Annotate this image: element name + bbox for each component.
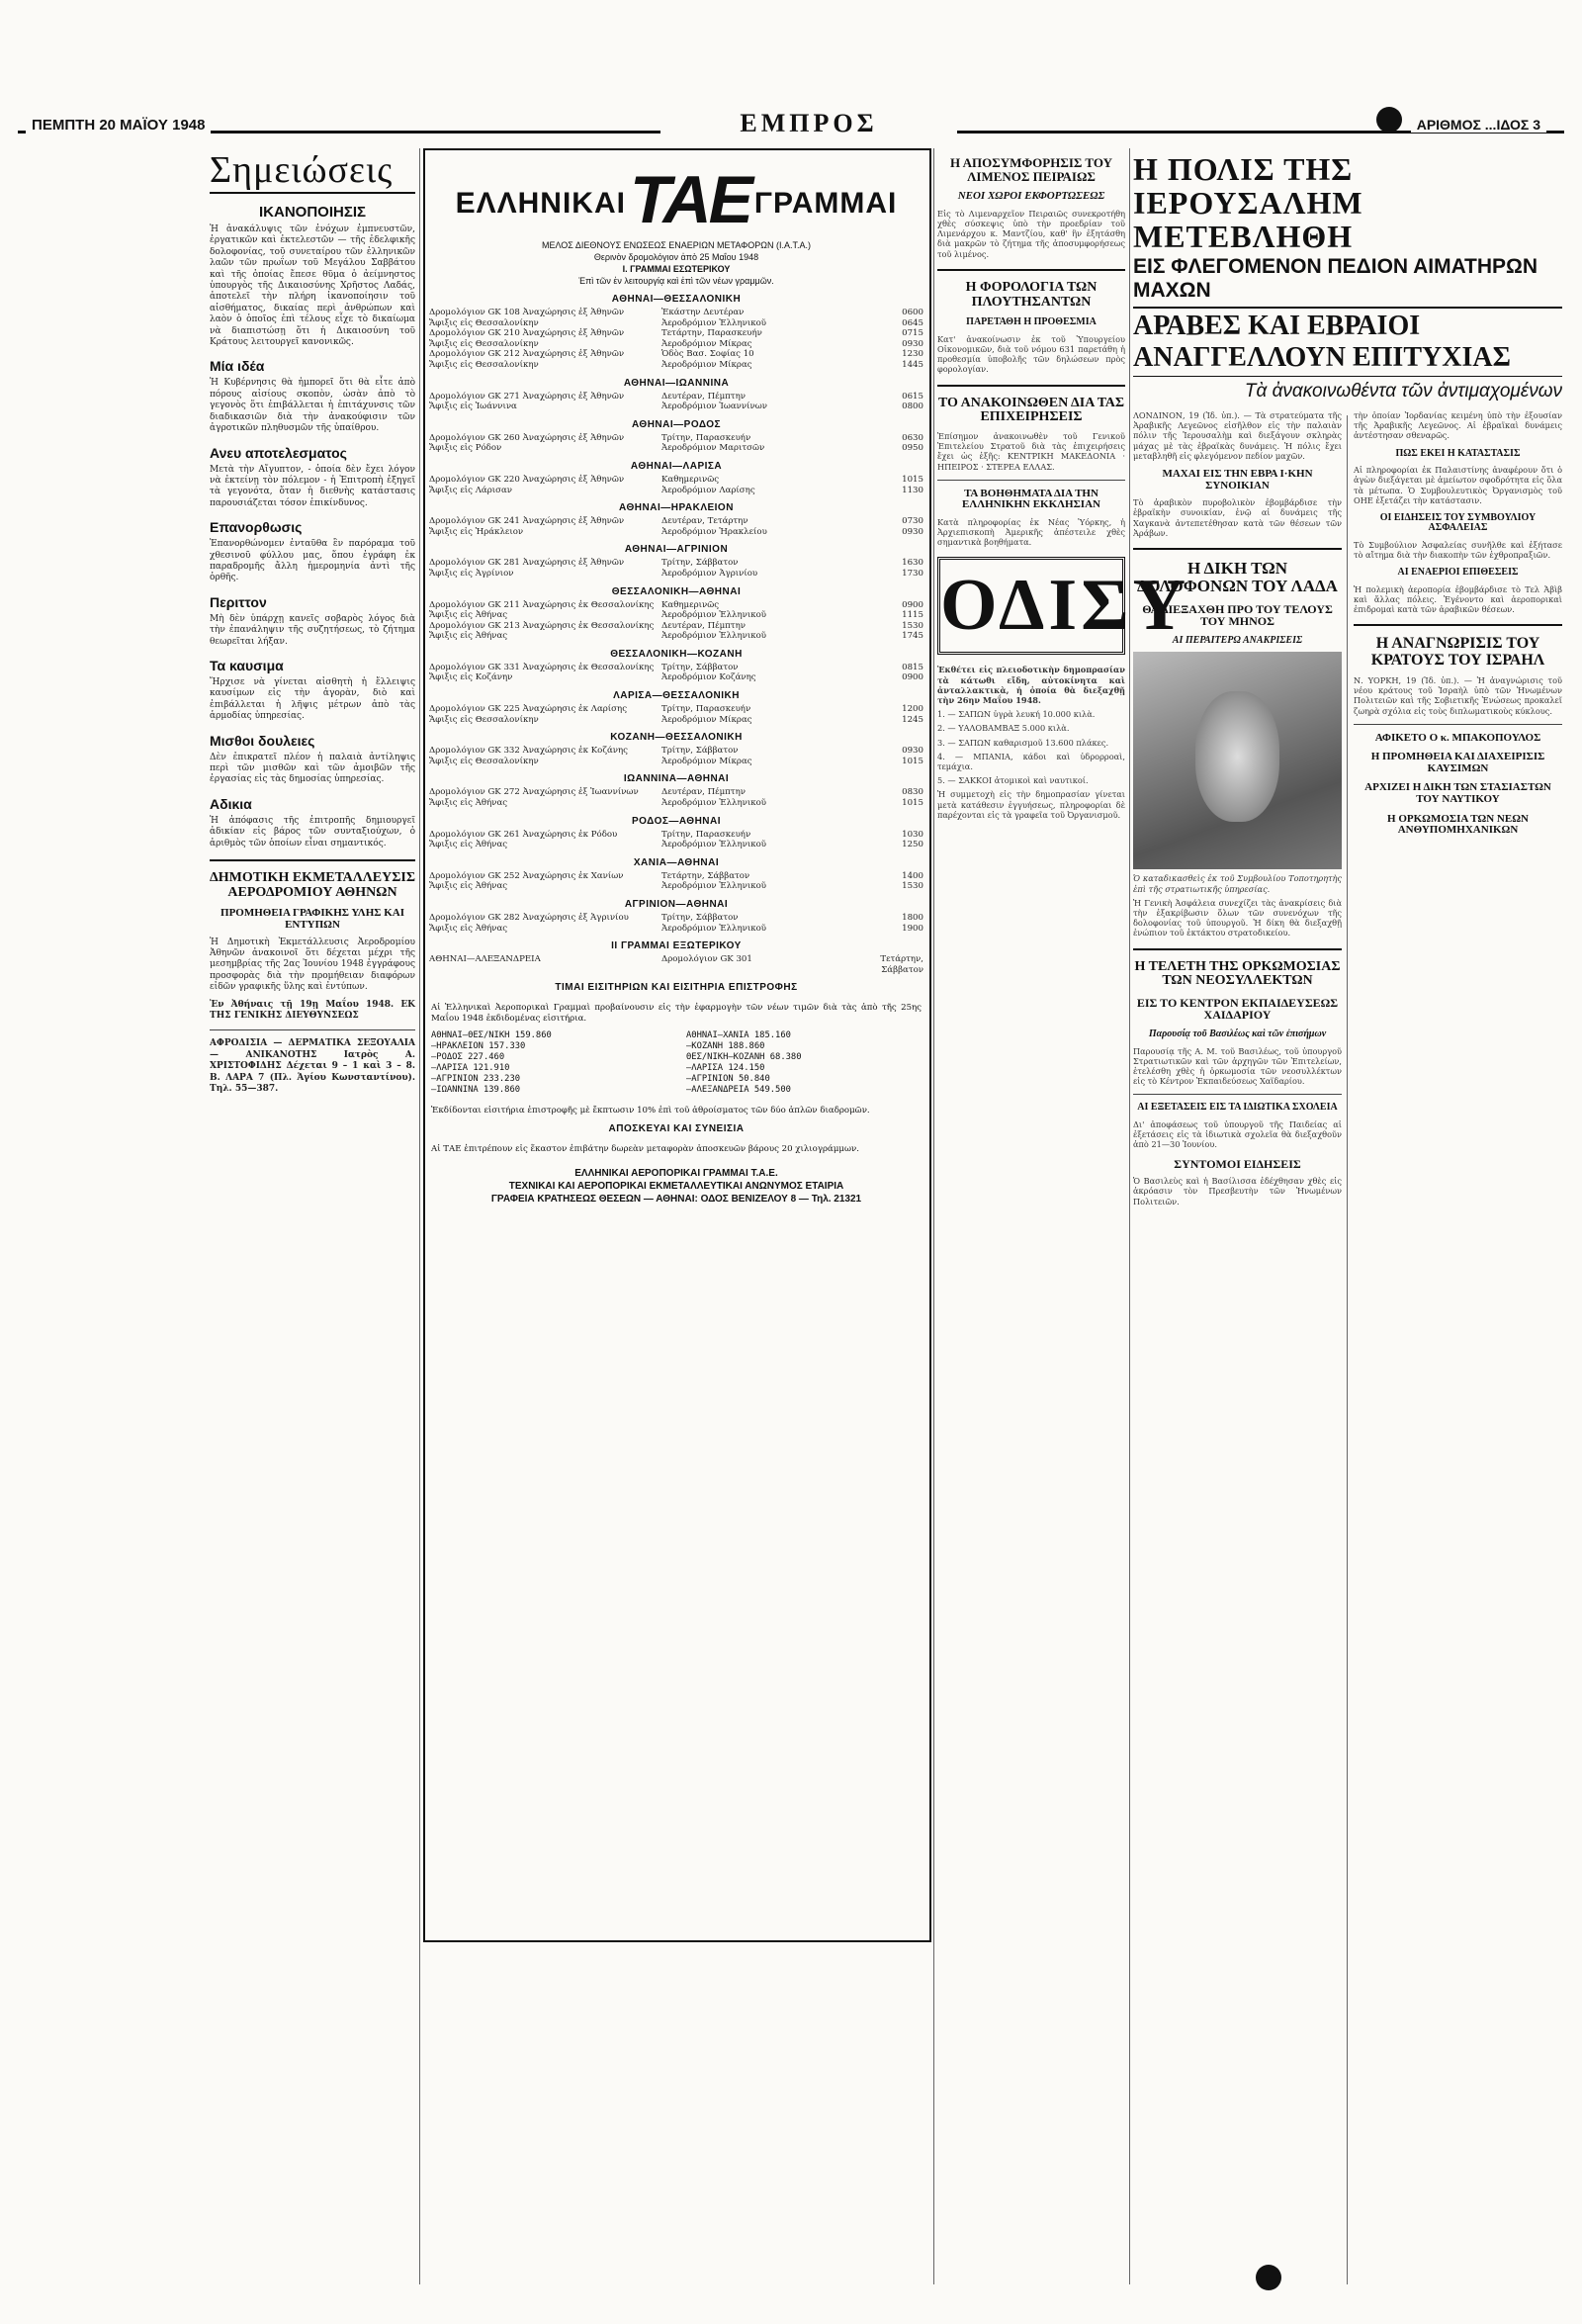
divider <box>210 1029 415 1030</box>
portrait-photo <box>1133 652 1342 869</box>
flight-days: Ἀεροδρόμιον Ἰωαννίνων <box>661 402 767 412</box>
flight-time: 0715 <box>902 328 923 339</box>
flight-time: 0950 <box>902 443 923 454</box>
note-heading: Μισθοι δουλειες <box>210 732 315 749</box>
flight-days: Τρίτην, Σάββατον <box>661 746 739 757</box>
route-title: ΑΘΗΝΑΙ—ΙΩΑΝΝΙΝΑ <box>623 377 730 389</box>
flight-days: Δευτέραν, Τετάρτην <box>661 516 748 527</box>
booking-office: ΓΡΑΦΕΙΑ ΚΡΑΤΗΣΕΩΣ ΘΕΣΕΩΝ — ΑΘΗΝΑΙ: ΟΔΟΣ ΒΕΝΙΖΕΛΟΥ 8 — Τηλ. 21321 <box>490 1193 862 1205</box>
article-headline: Η ΤΕΛΕΤΗ ΤΗΣ ΟΡΚΩΜΟΣΙΑΣ ΤΩΝ ΝΕΟΣΥΛΛΕΚΤΩΝ <box>1134 958 1341 989</box>
flight-days: Ἀεροδρόμιον Ἑλληνικοῦ <box>661 840 767 850</box>
divider <box>937 480 1125 481</box>
flight-desc: Δρομολόγιον GK 213 Ἀναχώρησις ἐκ Θεσσαλονίκης <box>429 620 655 631</box>
company-type: ΤΕΧΝΙΚΑΙ ΚΑΙ ΑΕΡΟΠΟΡΙΚΑΙ ΕΚΜΕΤΑΛΛΕΥΤΙΚΑΙ ΑΝΩΝΥΜΟΣ ΕΤΑΙΡΙΑ <box>508 1180 844 1192</box>
note-heading: Τα καυσιμα <box>210 657 284 673</box>
article-subhead: ΑΙ ΠΕΡΑΙΤΕΡΩ ΑΝΑΚΡΙΣΕΙΣ <box>1172 634 1303 646</box>
baggage-title: ΑΠΟΣΚΕΥΑΙ ΚΑΙ ΣΥΝΕΙΣΙΑ <box>608 1122 745 1134</box>
divider <box>1133 1094 1342 1095</box>
flight-desc: Δρομολόγιον GK 281 Ἀναχώρησις ἐξ Ἀθηνῶν <box>429 558 625 569</box>
article-text: Παρουσίᾳ τῆς Α. Μ. τοῦ Βασιλέως, τοῦ ὑπουργοῦ Στρατιωτικῶν καὶ τῶν ἀρχηγῶν τῶν Ἐπιτελείων, ἐτελέσθη χθὲς ἡ ὁρκωμοσία τῶν νεοσυλλέκτων εἰς τὸ Κέντρον Ἐκπαιδεύσεως Χαϊδαρίου. <box>1133 1045 1342 1087</box>
article-text: ΛΟΝΔΙΝΟΝ, 19 (Ἰδ. ὑπ.). — Τὰ στρατεύματα τῆς Ἀραβικῆς Λεγεῶνος εἰσῆλθον εἰς τὴν παλαιὰν πόλιν τῆς Ἱερουσαλὴμ καὶ διεξάγουν σκληρὰς μάχας μὲ τὰς ἑβραϊκὰς δυνάμεις. Ἡ πόλις ἔχει μεταβληθῆ εἰς φλεγόμενον πεδίον μαχῶν. <box>1133 410 1342 461</box>
article-text: Ὁ Βασιλεὺς καὶ ἡ Βασίλισσα ἐδέχθησαν χθὲς εἰς ἀκρόασιν τὸν Πρεσβευτὴν τῶν Ἡνωμένων Πολιτειῶν. <box>1133 1176 1342 1207</box>
flight-days: Δευτέραν, Πέμπτην <box>661 620 746 631</box>
fare-entry: ΑΘΗΝΑΙ—ΧΑΝΙΑ 185.160 <box>686 1029 791 1040</box>
flight-days: Ἀεροδρόμιον Μαριτσῶν <box>661 443 765 454</box>
ad-domestic-title: Ι. ΓΡΑΜΜΑΙ ΕΣΩΤΕΡΙΚΟΥ <box>622 264 731 274</box>
fare-entry: —ΚΟΖΑΝΗ 188.860 <box>686 1040 765 1051</box>
flight-desc: Ἄφιξις εἰς Θεσσαλονίκην <box>429 756 539 766</box>
note-heading: Επανορθωσις <box>210 519 303 536</box>
column-notes <box>210 148 415 2304</box>
flight-days: Ἀεροδρόμιον Ἑλληνικοῦ <box>661 610 767 621</box>
article-subhead: ΑΡΧΙΖΕΙ Η ΔΙΚΗ ΤΩΝ ΣΤΑΣΙΑΣΤΩΝ ΤΟΥ ΝΑΥΤΙΚΟΥ <box>1364 781 1551 806</box>
auction-item: 2. — ΥΑΛΟΒΑΜΒΑΞ 5.000 κιλὰ. <box>937 723 1070 734</box>
flight-days: Ἀεροδρόμιον Ἑλληνικοῦ <box>661 798 767 809</box>
newspaper-title: ΕΜΠΡΟΣ <box>660 109 957 138</box>
article-headline: ΤΑ ΒΟΗΘΗΜΑΤΑ ΔΙΑ ΤΗΝ ΕΛΛΗΝΙΚΗΝ ΕΚΚΛΗΣΙΑΝ <box>962 487 1100 511</box>
flight-desc: Ἄφιξις εἰς Ἀθήνας <box>429 840 508 850</box>
flight-time: 0645 <box>902 317 923 328</box>
fares-note: Αἱ Ἑλληνικαὶ Ἀεροπορικαὶ Γραμμαὶ προβαίνουσιν εἰς τὴν ἐφαρμογὴν τῶν νέων τιμῶν διὰ τὰς ἀπὸ τῆς 25ης Μαΐου 1948 ἐκδιδομένας εἰσιτήρια. <box>431 1003 922 1025</box>
flight-days: Τρίτην, Παρασκευήν <box>661 829 751 840</box>
flight-time: 0900 <box>902 599 923 610</box>
article-text: Τὸ ἀραβικὸν πυροβολικὸν ἐβομβάρδισε τὴν ἑβραϊκὴν συνοικίαν, ἐνῷ αἱ δυνάμεις τῆς Χαγκανὰ ἀντεπετέθησαν κατὰ τῶν θέσεων τῶν Ἀράβων. <box>1133 497 1342 538</box>
flight-time: 1015 <box>902 798 923 809</box>
ad-frame <box>423 148 931 1942</box>
flight-time: 1530 <box>902 620 923 631</box>
flight-time: 1730 <box>902 568 923 579</box>
article-subhead: Η ΠΡΟΜΗΘΕΙΑ ΚΑΙ ΔΙΑΧΕΙΡΙΣΙΣ ΚΑΥΣΙΜΩΝ <box>1370 751 1545 774</box>
flight-desc: Δρομολόγιον GK 211 Ἀναχώρησις ἐκ Θεσσαλονίκης <box>429 599 655 610</box>
flight-desc: Δρομολόγιον GK 282 Ἀναχώρησις ἐξ Ἀγρινίου <box>429 913 629 923</box>
lead-deck: Τὰ ἀνακοινωθέντα τῶν ἀντιμαχομένων <box>1244 381 1562 402</box>
column-news <box>937 148 1190 2304</box>
notice-text: Ἡ Δημοτικὴ Ἐκμετάλλευσις Ἀεροδρομίου Ἀθηνῶν ἀνακοινοῖ ὅτι δέχεται μέχρι τῆς μεσημβρίας τῆς 2ας Ἰουνίου 1948 ἐγγράφους προσφορὰς διὰ τὴν προμήθειαν διαφόρων εἰδῶν γραφικῆς ὕλης καὶ ἐντύπων. <box>210 937 415 993</box>
article-text: Ἡ πολεμικὴ ἀεροπορία ἐβομβάρδισε τὸ Τελ Ἀβὶβ καὶ ἄλλας πόλεις. Ἐγένοντο καὶ ἀεροπορικαὶ ἐπιδρομαὶ κατὰ τῶν ἀραβικῶν θέσεων. <box>1354 583 1562 615</box>
flight-days: Ἀεροδρόμιον Μίκρας <box>661 359 752 370</box>
route-title: ΚΟΖΑΝΗ—ΘΕΣΣΑΛΟΝΙΚΗ <box>610 732 743 744</box>
flight-desc: Δρομολόγιον GK 261 Ἀναχώρησις ἐκ Ρόδου <box>429 829 618 840</box>
flight-days: Δευτέραν, Πέμπτην <box>661 391 746 402</box>
flight-time: 1015 <box>902 756 923 766</box>
flight-time: 0900 <box>902 672 923 683</box>
article-text: Κατὰ πληροφορίας ἐκ Νέας Ὑόρκης, ἡ Ἀρχιεπισκοπὴ Ἀμερικῆς ἀπέστειλε χθὲς σημαντικὰ βοηθήματα. <box>937 516 1125 548</box>
flight-desc: Δρομολόγιον GK 220 Ἀναχώρησις ἐξ Ἀθηνῶν <box>429 474 625 485</box>
flight-desc: Δρομολόγιον GK 225 Ἀναχώρησις ἐκ Λαρίσης <box>429 704 628 715</box>
flight-desc: Ἄφιξις εἰς Ἰωάννινα <box>429 402 517 412</box>
route-title: ΑΘΗΝΑΙ—ΛΑΡΙΣΑ <box>630 460 723 472</box>
divider <box>937 385 1125 387</box>
route-title: ΙΩΑΝΝΙΝΑ—ΑΘΗΝΑΙ <box>623 773 730 785</box>
route-title: ΑΘΗΝΑΙ—ΑΓΡΙΝΙΟΝ <box>624 544 729 556</box>
note-text: Ἡ ἀνακάλυψις τῶν ἐνόχων ἐμπνευστῶν, ἐργατικῶν καὶ ἐκτελεστῶν — τῆς ἐδελφικῆς δολοφονίας, τοῦ συνεταίρου τῶν ἑλληνικῶν λαῶν τῶν πρωΐων τοῦ Μεγάλου Σαββάτου καὶ τῆς ὁποίας ἔπεσε θῦμα ὁ ἀείμνηστος ὑπουργὸς τῆς Δικαιοσύνης Χρῆστος Λαδάς, ἀποτελεῖ τὴν πλήρη ἱκανοποίησιν τοῦ αἰσθήματος, δικαίας περὶ ἀνθρώπων καὶ λαὸν ὁ ὁποῖος ἐπὶ τέλους εἶχε τὸ δικαίωμα νὰ διαπιστώσῃ ὅτι ἡ Δικαιοσύνη τοῦ Κράτους λειτουργεῖ κανονικῶς. <box>210 224 415 348</box>
column-lead-news <box>1133 148 1562 2304</box>
column-divider <box>933 148 934 2284</box>
flight-time: 1250 <box>902 840 923 850</box>
flight-time: 1745 <box>902 631 923 642</box>
fare-entry: —ΙΩΑΝΝΙΝΑ 139.860 <box>431 1084 521 1095</box>
section-title: Σημειώσεις <box>210 148 415 194</box>
article-headline: Η ΑΠΟΣΥΜΦΟΡΗΣΙΣ ΤΟΥ ΛΙΜΕΝΟΣ ΠΕΙΡΑΙΩΣ <box>949 155 1113 184</box>
flight-days: Τρίτην, Σάββατον <box>661 913 739 923</box>
flight-desc: Ἄφιξις εἰς Ἀθήνας <box>429 881 508 892</box>
article-text: Εἰς τὸ Λιμεναρχεῖον Πειραιῶς συνεκροτήθη χθὲς σύσκεψις ὑπὸ τὴν προεδρίαν τοῦ Λιμενάρχου κ. Μαντζίου, καθ' ἣν ἐξητάσθη διὰ μακρῶν τὸ ζήτημα τῆς ἀποσυμφορήσεως τοῦ λιμένος. <box>937 208 1125 259</box>
flight-desc: Δρομολόγιον GK 108 Ἀναχώρησις ἐξ Ἀθηνῶν <box>429 308 625 317</box>
flight-days: Τρίτην, Παρασκευήν <box>661 432 751 443</box>
flight-days: Ἀεροδρόμιον Κοζάνης <box>661 672 756 683</box>
ad-footnote: Ἐκδίδονται εἰσιτήρια ἐπιστροφῆς μὲ ἔκπτωσιν 10% ἐπὶ τοῦ ἀθροίσματος τῶν δύο ἁπλῶν διαδρομῶν. <box>431 1105 870 1116</box>
route-title: ΘΕΣΣΑΛΟΝΙΚΗ—ΚΟΖΑΝΗ <box>610 648 743 660</box>
flight-time: 0615 <box>902 391 923 402</box>
fare-entry: ΘΕΣ/ΝΙΚΗ—ΚΟΖΑΝΗ 68.380 <box>686 1051 802 1062</box>
lead-headline: Η ΠΟΛΙΣ ΤΗΣ ΙΕΡΟΥΣΑΛΗΜ ΜΕΤΕΒΛΗΘΗ <box>1133 151 1363 254</box>
article-headline: Η ΑΝΑΓΝΩΡΙΣΙΣ ΤΟΥ ΚΡΑΤΟΥΣ ΤΟΥ ΙΣΡΑΗΛ <box>1370 635 1545 670</box>
flight-days: Δευτέραν, Πέμπτην <box>661 787 746 798</box>
flight-time: 1200 <box>902 704 923 715</box>
lead-subheadline: ΕΙΣ ΦΛΕΓΟΜΕΝΟΝ ΠΕΔΙΟΝ ΑΙΜΑΤΗΡΩΝ ΜΑΧΩΝ <box>1133 255 1538 302</box>
flight-time: 0630 <box>902 432 923 443</box>
flight-time: 1030 <box>902 829 923 840</box>
flight-days: Ἀεροδρόμιον Μίκρας <box>661 714 752 725</box>
route-title: ΡΟΔΟΣ—ΑΘΗΝΑΙ <box>631 815 722 827</box>
flight-desc: Δρομολόγιον GK 260 Ἀναχώρησις ἐξ Ἀθηνῶν <box>429 432 625 443</box>
flight-desc: Ἄφιξις εἰς Θεσσαλονίκην <box>429 359 539 370</box>
article-subhead: ΟΙ ΕΙΔΗΣΕΙΣ ΤΟΥ ΣΥΜΒΟΥΛΙΟΥ ΑΣΦΑΛΕΙΑΣ <box>1379 511 1537 534</box>
note-text: Δὲν ἐπικρατεῖ πλέον ἡ παλαιὰ ἀντίληψις περὶ τῶν μισθῶν καὶ τῶν ἀμοιβῶν τῆς ἐργασίας εἰς τὰς δημοσίας ὑπηρεσίας. <box>210 752 415 785</box>
flight-desc: Δρομολόγιον GK 212 Ἀναχώρησις ἐξ Ἀθηνῶν <box>429 349 625 360</box>
flight-days: Ἐκάστην Δευτέραν <box>661 308 745 317</box>
article-subhead: Η ΟΡΚΩΜΟΣΙΑ ΤΩΝ ΝΕΩΝ ΑΝΘΥΠΟΜΗΧΑΝΙΚΩΝ <box>1387 812 1529 837</box>
route-title: ΘΕΣΣΑΛΟΝΙΚΗ—ΑΘΗΝΑΙ <box>611 585 742 597</box>
intl-days: Τετάρτην, Σάββατον <box>880 954 923 975</box>
flight-time: 0815 <box>902 662 923 672</box>
note-text: Ἡ ἀπόφασις τῆς ἐπιτροπῆς δημιουργεῖ ἀδικίαν εἰς βάρος τῶν συνταξιούχων, ὁ ἀριθμὸς τῶν ὁποίων εἶναι σημαντικός. <box>210 815 415 849</box>
flight-desc: Δρομολόγιον GK 252 Ἀναχώρησις ἐκ Χανίων <box>429 870 624 881</box>
article-subhead: ΕΙΣ ΤΟ ΚΕΝΤΡΟΝ ΕΚΠΑΙΔΕΥΣΕΩΣ ΧΑΙΔΑΡΙΟΥ <box>1136 995 1339 1023</box>
note-heading: Περιττον <box>210 593 267 610</box>
article-deck: Παρουσίᾳ τοῦ Βασιλέως καὶ τῶν ἐπισήμων <box>1148 1028 1327 1040</box>
note-text: Μετὰ τὴν Αἴγυπτον, - ὁποία δὲν ἔχει λόγον νὰ ἐκτείνῃ τὸν πόλεμον - ἡ Ἐπιτροπὴ ἐξηγεῖ τὰ γεγονότα, ὅταν ἡ διεθνὴς κατάστασις παρουσιάζεται τόσον ἐπικίνδυνος. <box>210 464 415 508</box>
flight-desc: Ἄφιξις εἰς Ἀγρίνιον <box>429 568 514 579</box>
flight-days: Ἀεροδρόμιον Ἑλληνικοῦ <box>661 923 767 934</box>
note-heading: Μία ιδέα <box>210 358 265 375</box>
divider <box>210 859 415 861</box>
flight-time: 0830 <box>902 787 923 798</box>
article-headline: ΤΟ ΑΝΑΚΟΙΝΩΘΕΝ ΔΙΑ ΤΑΣ ΕΠΙΧΕΙΡΗΣΕΙΣ <box>937 395 1125 425</box>
flight-time: 1530 <box>902 881 923 892</box>
note-heading: ΙΚΑΝΟΠΟΙΗΣΙΣ <box>258 204 366 221</box>
note-text: Μὴ δὲν ὑπάρχῃ κανεῖς σοβαρὸς λόγος διὰ τὴν ἐπανάληψιν τῆς συζητήσεως, τὸ ζήτημα θεωρεῖται λήξαν. <box>210 613 415 647</box>
flight-days: Τρίτην, Σάββατον <box>661 662 739 672</box>
route-title: ΑΘΗΝΑΙ—ΗΡΑΚΛΕΙΟΝ <box>619 502 734 514</box>
note-heading: Αδικια <box>210 795 252 812</box>
auction-item: 4. — ΜΠΑΝΙΑ, κάδοι καὶ ὑδρορροαὶ, τεμάχια. <box>937 751 1125 772</box>
article-subhead: ΠΩΣ ΕΚΕΙ Η ΚΑΤΑΣΤΑΣΙΣ <box>1395 447 1521 459</box>
article-subhead: ΑΙ ΕΝΑΕΡΙΟΙ ΕΠΙΘΕΣΕΙΣ <box>1397 567 1519 579</box>
odisu-logo: ΟΔΙΣΥ <box>937 557 1125 655</box>
divider <box>937 269 1125 271</box>
fare-entry: —ΛΑΡΙΣΑ 124.150 <box>686 1062 765 1073</box>
left-column <box>1133 410 1342 1210</box>
fare-entry: —ΛΑΡΙΣΑ 121.910 <box>431 1062 510 1073</box>
issue-number: ΑΡΙΘΜΟΣ ...ΙΔΟΣ 3 <box>1411 117 1546 133</box>
flight-days: Ἀεροδρόμιον Ἑλληνικοῦ <box>661 317 767 328</box>
right-column <box>1354 410 1562 1210</box>
fares-title: ΤΙΜΑΙ ΕΙΣΙΤΗΡΙΩΝ ΚΑΙ ΕΙΣΙΤΗΡΙΑ ΕΠΙΣΤΡΟΦΗΣ <box>555 982 798 994</box>
lead-body <box>1133 410 1562 1210</box>
divider <box>1354 624 1562 626</box>
ink-blot <box>1256 2265 1281 2290</box>
flight-days: Ἀεροδρόμιον Μίκρας <box>661 338 752 349</box>
flight-days: Ἀεροδρόμιον Ἑλληνικοῦ <box>661 881 767 892</box>
flight-desc: Δρομολόγιον GK 241 Ἀναχώρησις ἐξ Ἀθηνῶν <box>429 516 625 527</box>
ad-schedule-date: Θερινὸν δρομολόγιον ἀπὸ 25 Μαΐου 1948 <box>593 252 759 262</box>
auction-text: Ἐκθέτει εἰς πλειοδοτικὴν δημοπρασίαν τὰ κάτωθι εἴδη, αὐτοκίνητα καὶ ἀνταλλακτικὰ, ἡ ὁποία θὰ διεξαχθῇ τὴν 26ην Μαΐου 1948. <box>937 665 1125 706</box>
issue-date: ΠΕΜΠΤΗ 20 ΜΑΪΟΥ 1948 <box>26 117 211 134</box>
notice-subheading: ΠΡΟΜΗΘΕΙΑ ΓΡΑΦΙΚΗΣ ΥΛΗΣ ΚΑΙ ΕΝΤΥΠΩΝ <box>220 907 404 931</box>
flight-days: Καθημερινῶς <box>661 474 720 485</box>
ink-blot <box>1376 107 1402 133</box>
flight-desc: Ἄφιξις εἰς Ἀθήνας <box>429 631 508 642</box>
company-name: ΕΛΛΗΝΙΚΑΙ ΑΕΡΟΠΟΡΙΚΑΙ ΓΡΑΜΜΑΙ Τ.Α.Ε. <box>574 1167 778 1179</box>
tae-logo: TAE <box>629 162 750 237</box>
tae-advertisement <box>423 148 929 2304</box>
auction-list <box>937 709 1125 785</box>
article-subhead: ΜΑΧΑΙ ΕΙΣ ΤΗΝ ΕΒΡΑ Ι·ΚΗΝ ΣΥΝΟΙΚΙΑΝ <box>1162 468 1313 492</box>
flight-desc: Ἄφιξις εἰς Κοζάνην <box>429 672 513 683</box>
flight-time: 0930 <box>902 526 923 537</box>
flight-time: 1230 <box>902 349 923 360</box>
article-subhead: ΑΦΙΚΕΤΟ Ο κ. ΜΠΑΚΟΠΟΥΛΟΣ <box>1374 731 1541 744</box>
flight-days: Καθημερινῶς <box>661 599 720 610</box>
route-title: ΑΘΗΝΑΙ—ΘΕΣΣΑΛΟΝΙΚΗ <box>611 294 742 305</box>
intl-route: ΑΘΗΝΑΙ—ΑΛΕΞΑΝΔΡΕΙΑ <box>429 954 541 965</box>
route-title: ΑΓΡΙΝΙΟΝ—ΑΘΗΝΑΙ <box>624 899 729 910</box>
classified-ad: ΑΦΡΟΔΙΣΙΑ — ΔΕΡΜΑΤΙΚΑ ΣΕΞΟΥΑΛΙΑ — ΑΝΙΚΑΝΟΤΗΣ Ιατρὸς Α. ΧΡΙΣΤΟΦΙΔΗΣ Δέχεται 9 – 1 καὶ 3 – 8. Β. ΛΑΡΑ 7 (Πλ. Ἁγίου Κωνσταντίνου). Τηλ. 55—387. <box>210 1038 415 1094</box>
auction-item: 5. — ΣΑΚΚΟΙ ἀτομικοὶ καὶ ναυτικοί. <box>937 775 1089 786</box>
flight-days: Ἀεροδρόμιον Λαρίσης <box>661 485 755 495</box>
flight-desc: Ἄφιξις εἰς Ἀθήνας <box>429 798 508 809</box>
flight-days: Τετάρτην, Σάββατον <box>661 870 750 881</box>
fare-entry: ΑΘΗΝΑΙ—ΘΕΣ/ΝΙΚΗ 159.860 <box>431 1029 552 1040</box>
flight-time: 1400 <box>902 870 923 881</box>
divider <box>1354 724 1562 725</box>
intl-title: ΙΙ ΓΡΑΜΜΑΙ ΕΞΩΤΕΡΙΚΟΥ <box>611 940 742 952</box>
note-text: Ἤρχισε νὰ γίνεται αἰσθητὴ ἡ ἔλλειψις καυσίμων εἰς τὴν ἀγορὰν, διὸ καὶ ἐπιβάλλεται ἡ λῆψις μέτρων ἀπὸ τὰς ἁρμοδίας ὑπηρεσίας. <box>210 676 415 722</box>
flight-time: 1115 <box>902 610 923 621</box>
flight-desc: Ἄφιξις εἰς Λάρισαν <box>429 485 513 495</box>
divider <box>1133 948 1342 950</box>
flight-desc: Ἄφιξις εἰς Θεσσαλονίκην <box>429 714 539 725</box>
article-subhead: ΠΑΡΕΤΑΘΗ Η ΠΡΟΘΕΣΜΙΑ <box>966 316 1097 328</box>
column-divider <box>419 148 420 2284</box>
flight-time: 1015 <box>902 474 923 485</box>
auction-item: 3. — ΣΑΠΩΝ καθαρισμοῦ 13.600 πλάκες. <box>937 737 1109 748</box>
flight-desc: Ἄφιξις εἰς Θεσσαλονίκην <box>429 338 539 349</box>
divider <box>1133 548 1342 550</box>
article-headline: Η ΔΙΚΗ ΤΩΝ ΔΟΛΟΦΟΝΩΝ ΤΟΥ ΛΑΔΑ <box>1137 558 1338 595</box>
intl-flight: Δρομολόγιον GK 301 <box>661 954 752 965</box>
auction-item: 1. — ΣΑΠΩΝ ὑγρὰ λευκή 10.000 κιλὰ. <box>937 709 1096 720</box>
article-text: Τὸ Συμβούλιον Ἀσφαλείας συνῆλθε καὶ ἐξήτασε τὸ αἴτημα διὰ τὴν διακοπὴν τῶν ἐχθροπραξιῶν. <box>1354 539 1562 561</box>
flight-desc: Ἄφιξις εἰς Ἀθήνας <box>429 923 508 934</box>
flight-desc: Ἄφιξις εἰς Ρόδον <box>429 443 502 454</box>
fare-entry: —ΡΟΔΟΣ 227.460 <box>431 1051 505 1062</box>
article-headline: Η ΦΟΡΟΛΟΓΙΑ ΤΩΝ ΠΛΟΥΤΗΣΑΝΤΩΝ <box>965 279 1098 310</box>
flight-time: 0800 <box>902 402 923 412</box>
fare-entry: —ΑΛΕΞΑΝΔΡΕΙΑ 549.500 <box>686 1084 791 1095</box>
article-text: Ἐπίσημον ἀνακοινωθὲν τοῦ Γενικοῦ Ἐπιτελείου Στρατοῦ διὰ τὰς ἐπιχειρήσεις ἔχει ὡς ἑξῆς: ΚΕΝΤΡΙΚΗ ΜΑΚΕΔΟΝΙΑ · ΗΠΕΙΡΟΣ · ΣΤΕΡΕΑ ΕΛΛΑΣ. <box>937 430 1125 472</box>
flight-time: 0930 <box>902 338 923 349</box>
column-divider <box>1129 148 1130 2284</box>
article-text: τὴν ὁποίαν Ἰορδανίας κειμένη ὑπὸ τὴν ἐξουσίαν τῆς Ἀραβικῆς Λεγεῶνος. Αἱ ἑβραϊκαὶ δυνάμεις ἀντέστησαν σθεναρῶς. <box>1354 410 1562 441</box>
ad-word-left: ΕΛΛΗΝΙΚΑΙ <box>455 187 626 220</box>
article-subhead: ΝΕΟΙ ΧΩΡΟΙ ΕΚΦΟΡΤΩΣΕΩΣ <box>957 190 1105 203</box>
ad-word-right: ΓΡΑΜΜΑΙ <box>753 187 898 220</box>
route-title: ΧΑΝΙΑ—ΑΘΗΝΑΙ <box>633 856 720 868</box>
flight-days: Τρίτην, Παρασκευήν <box>661 704 751 715</box>
flight-days: Ἀεροδρόμιον Ἑλληνικοῦ <box>661 631 767 642</box>
fare-entry: —ΗΡΑΚΛΕΙΟΝ 157.330 <box>431 1040 526 1051</box>
flight-time: 0600 <box>902 308 923 317</box>
masthead <box>18 109 1564 138</box>
notice-heading: ΔΗΜΟΤΙΚΗ ΕΚΜΕΤΑΛΛΕΥΣΙΣ ΑΕΡΟΔΡΟΜΙΟΥ ΑΘΗΝΩΝ <box>210 870 415 900</box>
flight-days: Τρίτην, Σάββατον <box>661 558 739 569</box>
flight-days: Ἀεροδρόμιον Μίκρας <box>661 756 752 766</box>
flight-desc: Ἄφιξις εἰς Θεσσαλονίκην <box>429 317 539 328</box>
article-subhead: ΑΙ ΕΞΕΤΑΣΕΙΣ ΕΙΣ ΤΑ ΙΔΙΩΤΙΚΑ ΣΧΟΛΕΙΑ <box>1137 1102 1338 1114</box>
article-text: Ν. ΥΟΡΚΗ, 19 (Ἰδ. ὑπ.). — Ἡ ἀναγνώρισις τοῦ νέου κράτους τοῦ Ἰσραὴλ ὑπὸ τῶν Ἡνωμένων Πολιτειῶν καὶ τῆς Σοβιετικῆς Ἑνώσεως προκαλεῖ ζωηρὰ σχόλια εἰς τοὺς διπλωματικοὺς κύκλους. <box>1354 675 1562 716</box>
flight-time: 1630 <box>902 558 923 569</box>
flight-days: Ἀεροδρόμιον Ἡρακλείου <box>661 526 767 537</box>
flight-days: Τετάρτην, Παρασκευήν <box>661 328 762 339</box>
baggage-text: Αἱ ΤΑΕ ἐπιτρέπουν εἰς ἕκαστον ἐπιβάτην δωρεὰν μεταφορὰν ἀποσκευῶν βάρους 20 χιλιογράμμων. <box>431 1143 859 1154</box>
flight-days: Ὁδὸς Βασ. Σοφίας 10 <box>661 349 754 360</box>
flight-time: 1800 <box>902 913 923 923</box>
flight-time: 0730 <box>902 516 923 527</box>
article-text: Ἡ Γενικὴ Ἀσφάλεια συνεχίζει τὰς ἀνακρίσεις διὰ τὴν ἐξακρίβωσιν ὅλων τῶν συνενόχων τῆς δολοφονίας τοῦ ὑπουργοῦ. Ἡ δίκη θὰ διεξαχθῇ ἐνώπιον τοῦ ἐκτάκτου στρατοδικείου. <box>1133 897 1342 939</box>
article-subhead: ΘΑ ΔΙΕΞΑΧΘΗ ΠΡΟ ΤΟΥ ΤΕΛΟΥΣ ΤΟΥ ΜΗΝΟΣ <box>1142 601 1333 629</box>
flight-time: 0930 <box>902 746 923 757</box>
flight-desc: Δρομολόγιον GK 332 Ἀναχώρησις ἐκ Κοζάνης <box>429 746 628 757</box>
flight-desc: Δρομολόγιον GK 331 Ἀναχώρησις ἐκ Θεσσαλονίκης <box>429 662 655 672</box>
article-text: Δι' ἀποφάσεως τοῦ ὑπουργοῦ τῆς Παιδείας αἱ ἐξετάσεις εἰς τὰ ἰδιωτικὰ σχολεῖα θὰ διεξαχθοῦν ἀπὸ 21—30 Ἰουνίου. <box>1133 1118 1342 1150</box>
auction-terms: Ἡ συμμετοχὴ εἰς τὴν δημοπρασίαν γίνεται μετὰ κατάθεσιν ἐγγυήσεως, πληροφορίαι δὲ παρέχονται εἰς τὰ γραφεῖα τοῦ Ὀργανισμοῦ. <box>937 789 1125 820</box>
notice-signature: Ἐν Ἀθήναις τῇ 19ῃ Μαΐου 1948. ΕΚ ΤΗΣ ΓΕΝΙΚΗΣ ΔΙΕΥΘΥΝΣΕΩΣ <box>210 999 415 1021</box>
flight-time: 1445 <box>902 359 923 370</box>
photo-caption: Ὁ καταδικασθεὶς ἐκ τοῦ Συμβουλίου Τοποτηρητὴς ἐπὶ τῆς στρατιωτικῆς ὑπηρεσίας. <box>1133 873 1342 894</box>
fare-entry: —ΑΓΡΙΝΙΟΝ 233.230 <box>431 1073 521 1084</box>
ad-note: Ἐπὶ τῶν ἐν λειτουργίᾳ καὶ ἐπὶ τῶν νέων γραμμῶν. <box>578 276 774 286</box>
ad-member-line: ΜΕΛΟΣ ΔΙΕΘΝΟΥΣ ΕΝΩΣΕΩΣ ΕΝΑΕΡΙΩΝ ΜΕΤΑΦΟΡΩΝ (Ι.Α.Τ.Α.) <box>541 240 811 250</box>
flight-time: 1130 <box>902 485 923 495</box>
note-text: Ἐπανορθώνομεν ἐνταῦθα ἓν παρόραμα τοῦ χθεσινοῦ φύλλου μας, ὅπου ἐγράφη ἐκ παραδρομῆς ἄλλη ἡμερομηνία ἀντὶ τῆς ὀρθῆς. <box>210 539 415 583</box>
article-text: Αἱ πληροφορίαι ἐκ Παλαιστίνης ἀναφέρουν ὅτι ὁ ἀγὼν διεξάγεται μὲ ἀμείωτον σφοδρότητα εἰς ὅλα τὰ μέτωπα. Ὁ Συμβουλευτικὸς Ὀργανισμὸς τοῦ ΟΗΕ ἐξετάζει τὴν κατάστασιν. <box>1354 465 1562 505</box>
flight-time: 1900 <box>902 923 923 934</box>
article-text: Κατ' ἀνακοίνωσιν ἐκ τοῦ Ὑπουργείου Οἰκονομικῶν, διὰ τοῦ νόμου 631 παρετάθη ἡ προθεσμία ὑποβολῆς τῶν δηλώσεων πρὸς φορολογίαν. <box>937 333 1125 375</box>
flight-days: Ἀεροδρόμιον Ἀγρινίου <box>661 568 758 579</box>
note-heading: Ανευ αποτελεσματος <box>210 444 347 461</box>
flight-desc: Δρομολόγιον GK 210 Ἀναχώρησις ἐξ Ἀθηνῶν <box>429 328 625 339</box>
flight-desc: Δρομολόγιον GK 272 Ἀναχώρησις ἐξ Ἰωαννίνων <box>429 787 639 798</box>
route-title: ΑΘΗΝΑΙ—ΡΟΔΟΣ <box>631 418 722 430</box>
lead-headline-2: ΑΡΑΒΕΣ ΚΑΙ ΕΒΡΑΙΟΙ ΑΝΑΓΓΕΛΛΟΥΝ ΕΠΙΤΥΧΙΑΣ <box>1133 307 1562 377</box>
flight-desc: Ἄφιξις εἰς Ἡράκλειον <box>429 526 524 537</box>
article-subhead: ΣΥΝΤΟΜΟΙ ΕΙΔΗΣΕΙΣ <box>1174 1156 1301 1171</box>
flight-time: 1245 <box>902 714 923 725</box>
route-title: ΛΑΡΙΣΑ—ΘΕΣΣΑΛΟΝΙΚΗ <box>613 690 740 702</box>
fare-entry: —ΑΓΡΙΝΙΟΝ 50.840 <box>686 1073 770 1084</box>
note-text: Ἡ Κυβέρνησις θὰ ἠμπορεῖ ὅτι θὰ εἶτε ἀπὸ πόρους αἰσίους σκοπὸν, ὡσὰν ἀπὸ τὸ γεγονὸς ὅτι ἐπιβάλλεται ἡ ἐπιτάχυνσις τῶν διαδικασιῶν διὰ τὴν ἀνακούφισιν τῶν ἀγροτικῶν πληθυσμῶν τῆς ὑπαίθρου. <box>210 378 415 434</box>
flight-desc: Ἄφιξις εἰς Ἀθήνας <box>429 610 508 621</box>
flight-desc: Δρομολόγιον GK 271 Ἀναχώρησις ἐξ Ἀθηνῶν <box>429 391 625 402</box>
